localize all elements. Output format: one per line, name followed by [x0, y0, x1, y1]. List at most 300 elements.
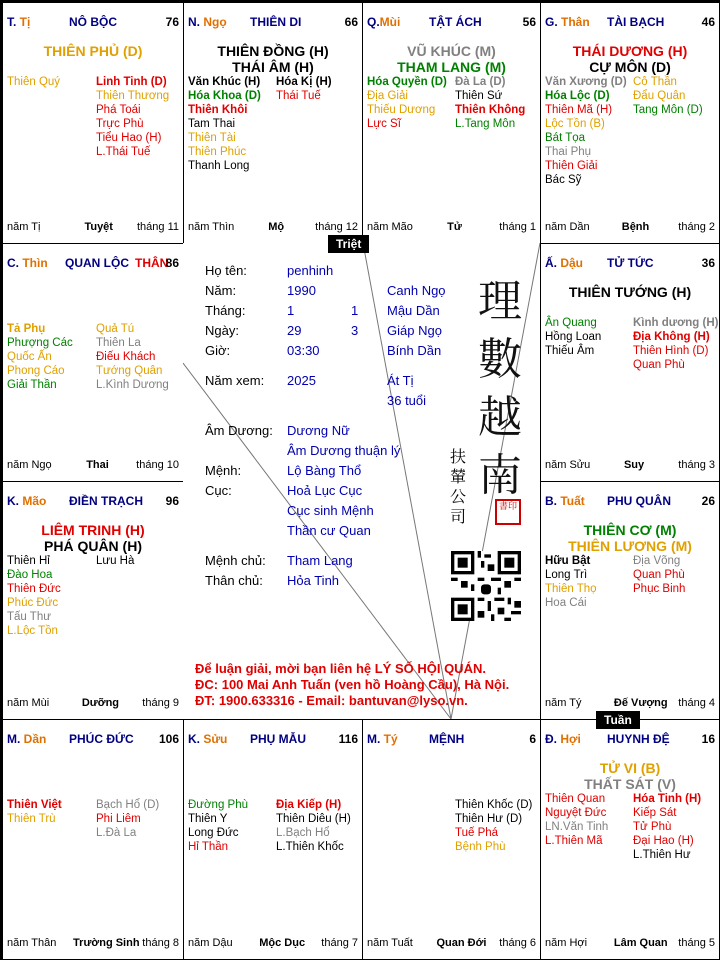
star: Lưu Hà — [96, 555, 135, 567]
calligraphy-logo — [475, 273, 525, 505]
good-stars-column — [545, 316, 633, 358]
name-value: penhinh — [287, 263, 334, 278]
good-stars-column — [545, 792, 633, 848]
palace-footer — [7, 221, 179, 235]
palace-can-chi: K. Sửu — [188, 732, 228, 746]
footer-month: tháng 8 — [142, 937, 179, 949]
am-duong: Dương Nữ — [287, 423, 350, 438]
palace-can-chi: C. Thìn — [7, 256, 48, 270]
cuc-3: Thần cư Quan — [287, 523, 371, 538]
star: Tướng Quân — [96, 365, 163, 377]
label: Mệnh chủ: — [205, 553, 266, 568]
star: Bát Tọa — [545, 132, 586, 144]
good-stars-column — [7, 75, 95, 89]
footer-stage: Đế Vượng — [613, 697, 668, 709]
good-stars-column — [545, 554, 633, 610]
palace-age: 76 — [165, 15, 179, 29]
star: Tử Phù — [633, 821, 672, 833]
star: Thiên Khôi — [188, 104, 248, 116]
star: Văn Xương (D) — [545, 76, 627, 88]
main-stars — [541, 43, 719, 75]
footer-stage: Tử — [447, 221, 462, 233]
star: Kình dương (H) — [633, 317, 719, 329]
bad-stars-column — [276, 75, 363, 103]
year-can: Canh Ngọ — [387, 283, 446, 298]
bad-stars-column — [96, 75, 184, 159]
main-stars — [363, 43, 540, 75]
star: Bác Sỹ — [545, 174, 582, 186]
palace-footer — [7, 697, 179, 711]
star: Thiên Hỉ — [7, 555, 50, 567]
tuan-marker: Tuần — [596, 711, 640, 729]
star: Hóa Quyền (D) — [367, 76, 447, 88]
than-marker: THÂN — [135, 256, 169, 270]
footer-year: năm Ngọ — [7, 459, 52, 471]
star: Địa Giải — [367, 90, 408, 102]
star: Tả Phụ — [7, 323, 46, 335]
palace-dan[interactable] — [2, 719, 184, 960]
star: Quả Tú — [96, 323, 135, 335]
star: Long Trì — [545, 569, 588, 581]
palace-name: THIÊN DI — [250, 15, 302, 29]
palace-mui[interactable] — [362, 2, 541, 244]
bad-stars-column — [633, 316, 720, 372]
star: Địa Kiếp (H) — [276, 799, 342, 811]
bad-stars-column — [276, 798, 363, 854]
star: Thanh Long — [188, 160, 250, 172]
palace-tuat[interactable] — [540, 481, 720, 720]
star: Bạch Hổ (D) — [96, 799, 160, 811]
star: Thiên Quý — [7, 76, 61, 88]
menh: Lộ Bàng Thổ — [287, 463, 362, 478]
palace-age: 116 — [338, 732, 358, 746]
star: Hồng Loan — [545, 331, 602, 343]
palace-name: TẬT ÁCH — [429, 15, 482, 29]
label: Họ tên: — [205, 263, 247, 278]
bad-stars-column — [633, 792, 720, 862]
star: Ân Quang — [545, 317, 597, 329]
star: Địa Võng — [633, 555, 681, 567]
palace-can-chi: B. Tuất — [545, 494, 585, 508]
star: Quan Phù — [633, 569, 685, 581]
footer-year: năm Thìn — [188, 221, 235, 233]
footer-year: năm Mùi — [7, 697, 50, 709]
star: Thiên Trù — [7, 813, 56, 825]
footer-stage: Thai — [86, 459, 109, 471]
label: Giờ: — [205, 343, 231, 358]
footer-month: tháng 1 — [499, 221, 536, 233]
star: Điếu Khách — [96, 351, 156, 363]
label: Âm Dương: — [205, 423, 273, 438]
footer-month: tháng 9 — [142, 697, 179, 709]
star: Phục Binh — [633, 583, 686, 595]
star: Hữu Bật — [545, 555, 591, 567]
footer-month: tháng 4 — [678, 697, 715, 709]
palace-header — [7, 15, 179, 31]
star: Đẩu Quân — [633, 90, 686, 102]
callig-char: 越 — [478, 392, 522, 443]
palace-can-chi: Q.Mùi — [367, 15, 401, 29]
footer-year: năm Thân — [7, 937, 57, 949]
star: Thiên Sứ — [455, 90, 503, 102]
palace-can-chi: M. Tý — [367, 732, 398, 746]
main-star: VŨ KHÚC (M) — [407, 43, 496, 59]
star: Thiếu Dương — [367, 104, 436, 116]
minor-stars — [541, 792, 719, 912]
palace-age: 56 — [522, 15, 536, 29]
palace-footer — [545, 459, 715, 473]
palace-name: HUYNH ĐỆ — [607, 732, 670, 746]
label: Năm: — [205, 283, 237, 298]
main-stars — [541, 284, 719, 300]
palace-hoi[interactable] — [540, 719, 720, 960]
callig-char: 數 — [478, 334, 522, 385]
star: Trực Phù — [96, 118, 144, 130]
star: Thiên La — [96, 337, 141, 349]
footer-year: năm Tuất — [367, 937, 413, 949]
palace-age: 86 — [165, 256, 179, 270]
palace-age: 96 — [165, 494, 179, 508]
star: Quan Phù — [633, 359, 685, 371]
callig-char: 理 — [478, 276, 522, 327]
main-star: THÁI ÂM (H) — [232, 59, 314, 75]
palace-header — [545, 256, 715, 272]
palace-header — [7, 732, 179, 748]
star: Đại Hao (H) — [633, 835, 694, 847]
star: Hỉ Thần — [188, 841, 229, 853]
footer-stage: Dưỡng — [81, 697, 120, 709]
star: Tấu Thư — [7, 611, 51, 623]
palace-footer — [7, 459, 179, 473]
footer-stage: Quan Đới — [436, 937, 487, 949]
footer-month: tháng 10 — [136, 459, 179, 471]
star: Phá Toái — [96, 104, 141, 116]
star: Thiếu Âm — [545, 345, 595, 357]
minor-stars — [3, 554, 183, 674]
footer-month: tháng 11 — [136, 221, 179, 233]
star: Hóa Khoa (D) — [188, 90, 261, 102]
footer-year: năm Mão — [367, 221, 413, 233]
callig-small-char: 輦 — [450, 467, 467, 486]
good-stars-column — [367, 75, 455, 131]
star: Thiên Hư (D) — [455, 813, 523, 825]
footer-stage: Mộ — [268, 221, 285, 233]
palace-footer — [545, 221, 715, 235]
palace-can-chi: Đ. Hợi — [545, 732, 581, 746]
callig-small-char: 公 — [450, 487, 467, 506]
star: Thiên Thọ — [545, 583, 597, 595]
star: Phong Cáo — [7, 365, 65, 377]
contact-address: ĐC: 100 Mai Anh Tuấn (ven hồ Hoàng Cầu), Hà Nội. — [195, 677, 510, 692]
bad-stars-column — [455, 75, 541, 131]
palace-name: PHỤ MẪU — [250, 732, 306, 746]
star: Hóa Kị (H) — [276, 76, 332, 88]
footer-stage: Trường Sinh — [73, 937, 140, 949]
main-star: THIÊN LƯƠNG (M) — [568, 538, 692, 554]
footer-stage: Bệnh — [621, 221, 650, 233]
star: Thiên Không — [455, 104, 526, 116]
star: Thái Tuế — [276, 90, 321, 102]
palace-can-chi: T. Tị — [7, 15, 31, 29]
bad-stars-column — [96, 798, 184, 840]
center-panel — [183, 243, 540, 719]
star: Văn Khúc (H) — [188, 76, 261, 88]
footer-year: năm Dần — [545, 221, 590, 233]
palace-can-chi: M. Dần — [7, 732, 47, 746]
star: LN.Văn Tinh — [545, 821, 609, 833]
label: Mệnh: — [205, 463, 242, 478]
footer-year: năm Tị — [7, 221, 41, 233]
month-lunar: 1 — [351, 303, 359, 318]
minor-stars — [541, 316, 719, 436]
day-can: Giáp Ngọ — [387, 323, 442, 338]
star: L.Thiên Mã — [545, 835, 603, 847]
palace-age: 16 — [701, 732, 715, 746]
month-can: Mậu Dần — [387, 303, 440, 318]
main-star: CỰ MÔN (D) — [589, 59, 671, 75]
main-star: PHÁ QUÂN (H) — [44, 538, 142, 554]
good-stars-column — [7, 554, 95, 638]
star: Lực Sĩ — [367, 118, 401, 130]
qr-code[interactable] — [451, 551, 521, 621]
palace-ti[interactable] — [2, 2, 184, 244]
star: Bệnh Phù — [455, 841, 506, 853]
palace-suu[interactable] — [183, 719, 363, 960]
palace-footer — [188, 937, 358, 951]
good-stars-column — [7, 322, 95, 392]
footer-year: năm Hợi — [545, 937, 588, 949]
footer-month: tháng 6 — [499, 937, 536, 949]
star: Thiên Việt — [7, 799, 62, 811]
good-stars-column — [7, 798, 95, 826]
palace-dau[interactable] — [540, 243, 720, 482]
palace-header — [545, 732, 715, 748]
star: L.Kình Dương — [96, 379, 169, 391]
footer-month: tháng 7 — [321, 937, 358, 949]
star: Nguyệt Đức — [545, 807, 607, 819]
palace-header — [188, 15, 358, 31]
cuc: Hoả Lục Cục — [287, 483, 363, 498]
good-stars-column — [188, 75, 276, 173]
palace-age: 36 — [701, 256, 715, 270]
star: Giải Thần — [7, 379, 57, 391]
star: L.Thiên Hư — [633, 849, 691, 861]
palace-can-chi: G. Thân — [545, 15, 590, 29]
star: L.Tang Môn — [455, 118, 516, 130]
star: Thai Phụ — [545, 146, 592, 158]
callig-char: 南 — [478, 450, 522, 501]
star: Thiên Hình (D) — [633, 345, 709, 357]
main-star: TỬ VI (B) — [599, 760, 661, 776]
star: Thiên Đức — [7, 583, 61, 595]
palace-name: NÔ BỘC — [69, 15, 117, 29]
star: Thiên Giải — [545, 160, 598, 172]
star: Phi Liêm — [96, 813, 141, 825]
hour-value: 03:30 — [287, 343, 320, 358]
palace-name: TỬ TỨC — [607, 256, 654, 270]
bad-stars-column — [633, 554, 720, 596]
main-star: THÁI DƯƠNG (H) — [572, 43, 688, 59]
label: Năm xem: — [205, 373, 265, 388]
star: Tuế Phá — [455, 827, 499, 839]
footer-month: tháng 3 — [678, 459, 715, 471]
palace-header — [7, 494, 179, 510]
bad-stars-column — [455, 798, 541, 854]
main-star: LIÊM TRINH (H) — [41, 522, 145, 538]
palace-age: 46 — [701, 15, 715, 29]
red-seal: 書印 — [495, 499, 521, 525]
label: Cục: — [205, 483, 232, 498]
year-value: 1990 — [287, 283, 316, 298]
footer-stage: Tuyệt — [84, 221, 113, 233]
main-star: THẤT SÁT (V) — [584, 776, 676, 792]
minor-stars — [184, 75, 362, 195]
main-star: THIÊN CƠ (M) — [583, 522, 677, 538]
footer-year: năm Dậu — [188, 937, 233, 949]
palace-age: 66 — [344, 15, 358, 29]
star: Lộc Tồn (B) — [545, 118, 605, 130]
footer-stage: Mộc Dục — [259, 937, 306, 949]
star: Hóa Lộc (D) — [545, 90, 610, 102]
palace-footer — [367, 221, 536, 235]
contact-info — [195, 661, 535, 709]
bad-stars-column — [96, 554, 184, 568]
day-lunar: 3 — [351, 323, 359, 338]
contact-phone-email: ĐT: 1900.633316 - Email: bantuvan@lyso.vn. — [195, 693, 468, 708]
star: Kiếp Sát — [633, 807, 677, 819]
footer-month: tháng 2 — [678, 221, 715, 233]
minor-stars — [363, 798, 540, 918]
palace-ngo[interactable] — [183, 2, 363, 244]
footer-month: tháng 5 — [678, 937, 715, 949]
star: Thiên Mã (H) — [545, 104, 613, 116]
palace-name: PHU QUÂN — [607, 494, 672, 508]
hour-can: Bính Dần — [387, 343, 442, 358]
bad-stars-column — [633, 75, 720, 117]
palace-footer — [7, 937, 179, 951]
palace-than[interactable] — [540, 2, 720, 244]
view-year: 2025 — [287, 373, 316, 388]
star: Đà La (D) — [455, 76, 506, 88]
palace-can-chi: K. Mão — [7, 494, 47, 508]
main-stars — [3, 522, 183, 554]
palace-ty[interactable] — [362, 719, 541, 960]
star: Tiểu Hao (H) — [96, 132, 162, 144]
minor-stars — [3, 75, 183, 195]
minor-stars — [3, 798, 183, 918]
main-stars — [541, 760, 719, 792]
palace-name: MỆNH — [429, 732, 465, 746]
star: L.Lộc Tồn — [7, 625, 58, 637]
palace-age: 26 — [701, 494, 715, 508]
star: Thiên Y — [188, 813, 228, 825]
star: Tam Thai — [188, 118, 236, 130]
footer-stage: Suy — [623, 459, 645, 471]
minor-stars — [541, 75, 719, 195]
label: Thân chủ: — [205, 573, 263, 588]
palace-header — [7, 256, 179, 272]
star: Tang Môn (D) — [633, 104, 703, 116]
palace-header — [367, 15, 536, 31]
palace-name: ĐIỀN TRẠCH — [69, 494, 143, 508]
star: Đào Hoa — [7, 569, 53, 581]
good-stars-column — [188, 798, 276, 854]
palace-footer — [545, 937, 715, 951]
main-star: THIÊN PHỦ (D) — [43, 43, 143, 59]
minor-stars — [363, 75, 540, 195]
view-year-can: Át Tị — [387, 373, 414, 388]
palace-mao[interactable] — [2, 481, 184, 720]
footer-month: tháng 12 — [315, 221, 358, 233]
palace-header — [188, 732, 358, 748]
star: Thiên Thương — [96, 90, 170, 102]
footer-year: năm Tý — [545, 697, 582, 709]
good-stars-column — [545, 75, 633, 187]
star: Địa Không (H) — [633, 331, 710, 343]
star: Thiên Phúc — [188, 146, 247, 158]
main-stars — [541, 522, 719, 554]
menh-chu: Tham Lang — [287, 553, 353, 568]
palace-header — [367, 732, 536, 748]
palace-name: PHÚC ĐỨC — [69, 732, 134, 746]
palace-can-chi: Ấ. Dậu — [545, 256, 584, 270]
palace-name: QUAN LỘC — [65, 256, 129, 270]
star: Đường Phù — [188, 799, 248, 811]
cuc-2: Cục sinh Mệnh — [287, 503, 374, 518]
star: L.Bạch Hổ — [276, 827, 330, 839]
calligraphy-small — [450, 447, 470, 527]
palace-footer — [188, 221, 358, 235]
callig-small-char: 司 — [450, 507, 467, 526]
footer-stage: Lâm Quan — [613, 937, 668, 949]
star: L.Thái Tuế — [96, 146, 151, 158]
star: Hóa Tinh (H) — [633, 793, 702, 805]
callig-small-char: 扶 — [450, 447, 467, 466]
main-star: THAM LANG (M) — [397, 59, 506, 75]
age: 36 tuổi — [387, 393, 427, 408]
main-star: THIÊN TƯỚNG (H) — [568, 284, 692, 300]
day-value: 29 — [287, 323, 302, 338]
palace-footer — [367, 937, 536, 951]
main-star: THIÊN ĐỒNG (H) — [217, 43, 329, 59]
am-duong-2: Âm Dương thuận lý — [287, 443, 401, 458]
bad-stars-column — [96, 322, 184, 392]
main-stars — [184, 43, 362, 75]
star: Thiên Tài — [188, 132, 236, 144]
star: L.Đà La — [96, 827, 137, 839]
star: Linh Tinh (D) — [96, 76, 167, 88]
star: Thiên Quan — [545, 793, 606, 805]
than-chu: Hỏa Tinh — [287, 573, 340, 588]
palace-age: 6 — [529, 732, 536, 746]
palace-name: TÀI BẠCH — [607, 15, 665, 29]
star: Hoa Cái — [545, 597, 587, 609]
star: Thiên Khốc (D) — [455, 799, 533, 811]
star: Quốc Ấn — [7, 351, 52, 363]
palace-can-chi: N. Ngọ — [188, 15, 227, 29]
star: L.Thiên Khốc — [276, 841, 344, 853]
label: Tháng: — [205, 303, 246, 318]
triet-marker: Triệt — [328, 235, 369, 253]
label: Ngày: — [205, 323, 239, 338]
palace-age: 106 — [158, 732, 179, 746]
month-value: 1 — [287, 303, 295, 318]
contact-line: Để luận giải, mời bạn liên hệ LÝ SỐ HỘI QUÁN. — [195, 661, 486, 676]
palace-footer — [545, 697, 715, 711]
palace-header — [545, 494, 715, 510]
palace-thin[interactable] — [2, 243, 184, 482]
star: Cô Thần — [633, 76, 677, 88]
